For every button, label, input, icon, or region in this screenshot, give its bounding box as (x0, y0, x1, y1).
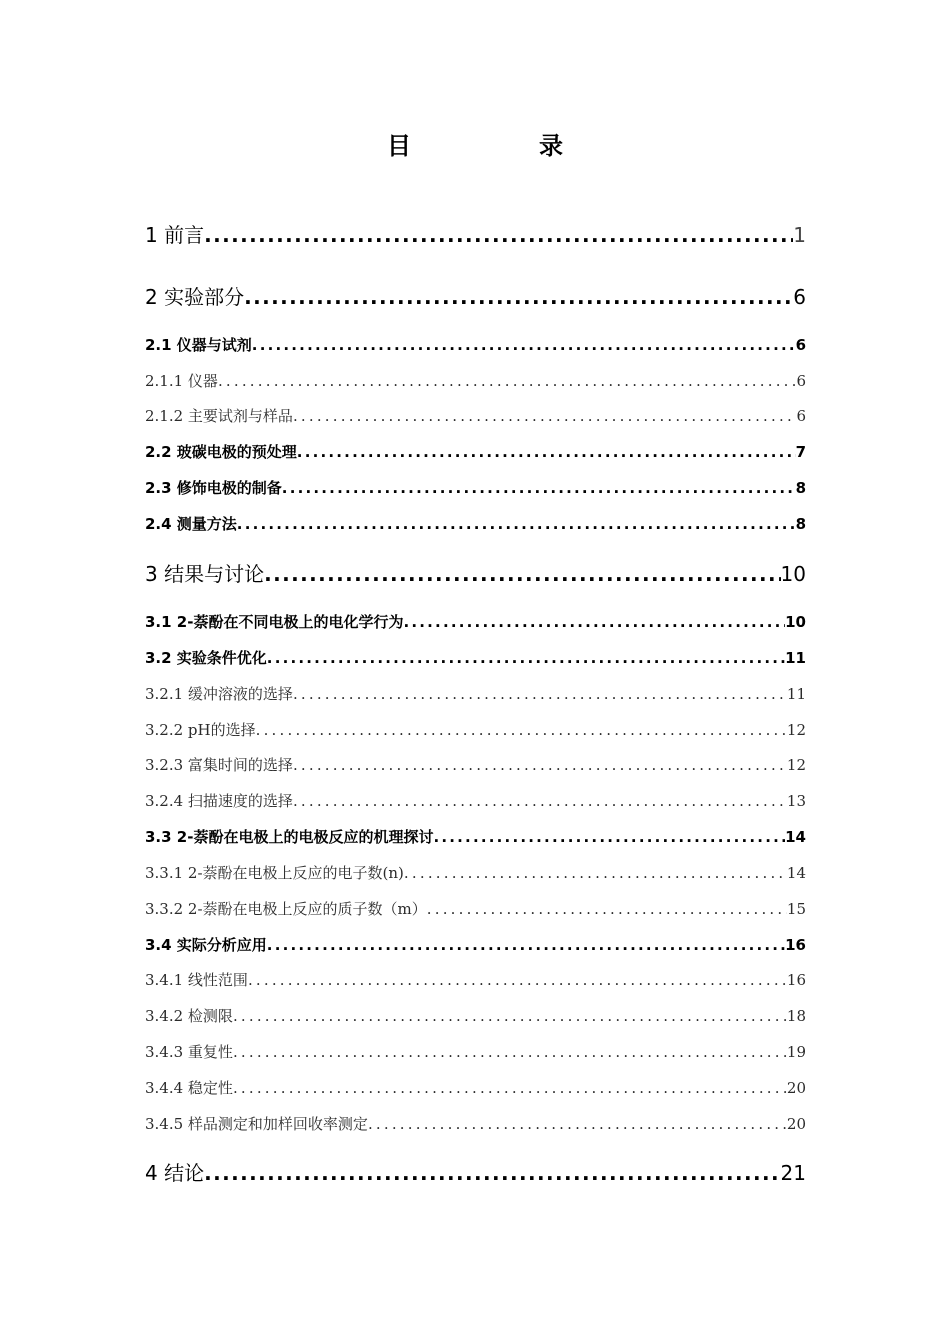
toc-entry-page: 14 (785, 828, 806, 846)
toc-entry-2-2[interactable] (145, 441, 806, 462)
toc-entry-3-2-4[interactable] (145, 790, 806, 811)
toc-entry-label: 2.1.2 主要试剂与样品 (145, 407, 293, 425)
toc-entry-page: 8 (795, 515, 806, 533)
toc-entry-3-4-4[interactable] (145, 1077, 806, 1098)
toc-entry-3-4[interactable] (145, 934, 806, 955)
toc-entry-3-2-3[interactable] (145, 754, 806, 775)
toc-entry-3-3-1[interactable] (145, 862, 806, 883)
toc-entry-page: 8 (795, 479, 806, 497)
toc-entry-3-4-2[interactable] (145, 1005, 806, 1026)
toc-entry-3-1[interactable] (145, 611, 806, 632)
toc-entry-2-1-2[interactable] (145, 405, 806, 426)
toc-entry-3-2[interactable] (145, 647, 806, 668)
toc-entry-page: 16 (786, 971, 806, 989)
toc-entry-label: 2 实验部分 (145, 285, 245, 309)
toc-entry-2-3[interactable] (145, 477, 806, 498)
toc-entry-3[interactable] (145, 558, 806, 587)
toc-entry-label: 3.3 2-萘酚在电极上的电极反应的机理探讨 (145, 828, 434, 846)
toc-entry-label: 2.2 玻碳电极的预处理 (145, 443, 297, 461)
toc-entry-label: 3.4.3 重复性 (145, 1043, 233, 1061)
toc-entry-page: 15 (786, 900, 806, 918)
toc-entry-2-1[interactable] (145, 334, 806, 355)
toc-entry-page: 21 (780, 1161, 806, 1185)
toc-entry-label: 3.1 2-萘酚在不同电极上的电化学行为 (145, 613, 404, 631)
toc-entry-label: 3.4.2 检测限 (145, 1007, 233, 1025)
toc-entry-page: 1 (793, 223, 806, 247)
toc-entry-label: 2.1.1 仪器 (145, 372, 218, 390)
toc-entry-3-4-1[interactable] (145, 969, 806, 990)
toc-entry-page: 20 (786, 1079, 806, 1097)
toc-entry-label: 3.2.1 缓冲溶液的选择 (145, 685, 293, 703)
toc-entry-2[interactable] (145, 281, 806, 310)
toc-entry-page: 10 (780, 562, 806, 586)
toc-entry-2-1-1[interactable] (145, 370, 806, 391)
toc-entry-page: 6 (795, 336, 806, 354)
toc-entry-label: 2.1 仪器与试剂 (145, 336, 252, 354)
toc-entry-3-4-5[interactable] (145, 1113, 806, 1134)
toc-entry-page: 6 (793, 285, 806, 309)
toc-title: 目 录 (387, 132, 615, 160)
toc-entry-page: 7 (795, 443, 806, 461)
toc-entry-page: 19 (786, 1043, 806, 1061)
toc-entry-page: 20 (786, 1115, 806, 1133)
toc-entry-1[interactable] (145, 219, 806, 248)
toc-entry-3-3[interactable] (145, 826, 806, 847)
toc-entry-page: 14 (786, 864, 806, 882)
toc-entry-page: 11 (786, 685, 806, 703)
toc-entry-3-3-2[interactable] (145, 898, 806, 919)
toc-entry-4[interactable] (145, 1157, 806, 1186)
toc-entry-3-2-1[interactable] (145, 683, 806, 704)
toc-entry-page: 13 (786, 792, 806, 810)
toc-entry-label: 2.4 测量方法 (145, 515, 237, 533)
toc-entry-label: 3.4 实际分析应用 (145, 936, 267, 954)
toc-entry-3-4-3[interactable] (145, 1041, 806, 1062)
toc-entry-label: 2.3 修饰电极的制备 (145, 479, 282, 497)
toc-entry-label: 3.2.3 富集时间的选择 (145, 756, 293, 774)
toc-entry-label: 3.4.5 样品测定和加样回收率测定 (145, 1115, 368, 1133)
toc-entry-label: 3.4.4 稳定性 (145, 1079, 233, 1097)
toc-entry-label: 4 结论 (145, 1161, 205, 1185)
toc-entry-label: 3.3.2 2-萘酚在电极上反应的质子数（m） (145, 900, 427, 918)
toc-entry-3-2-2[interactable] (145, 719, 806, 740)
toc-entry-page: 11 (785, 649, 806, 667)
toc-entry-page: 12 (786, 721, 806, 739)
toc-entry-page: 12 (786, 756, 806, 774)
toc-entry-label: 3.2.2 pH的选择 (145, 721, 256, 739)
toc-entry-label: 3 结果与讨论 (145, 562, 265, 586)
toc-entry-label: 3.4.1 线性范围 (145, 971, 248, 989)
toc-entry-page: 6 (796, 407, 806, 425)
toc-entry-label: 1 前言 (145, 223, 205, 247)
toc-entry-label: 3.2.4 扫描速度的选择 (145, 792, 293, 810)
toc-entry-page: 16 (785, 936, 806, 954)
toc-entry-label: 3.2 实验条件优化 (145, 649, 267, 667)
toc-entry-label: 3.3.1 2-萘酚在电极上反应的电子数(n) (145, 864, 404, 882)
toc-entry-page: 10 (785, 613, 806, 631)
toc-entry-page: 18 (786, 1007, 806, 1025)
toc-entry-2-4[interactable] (145, 513, 806, 534)
toc-entry-page: 6 (796, 372, 806, 390)
